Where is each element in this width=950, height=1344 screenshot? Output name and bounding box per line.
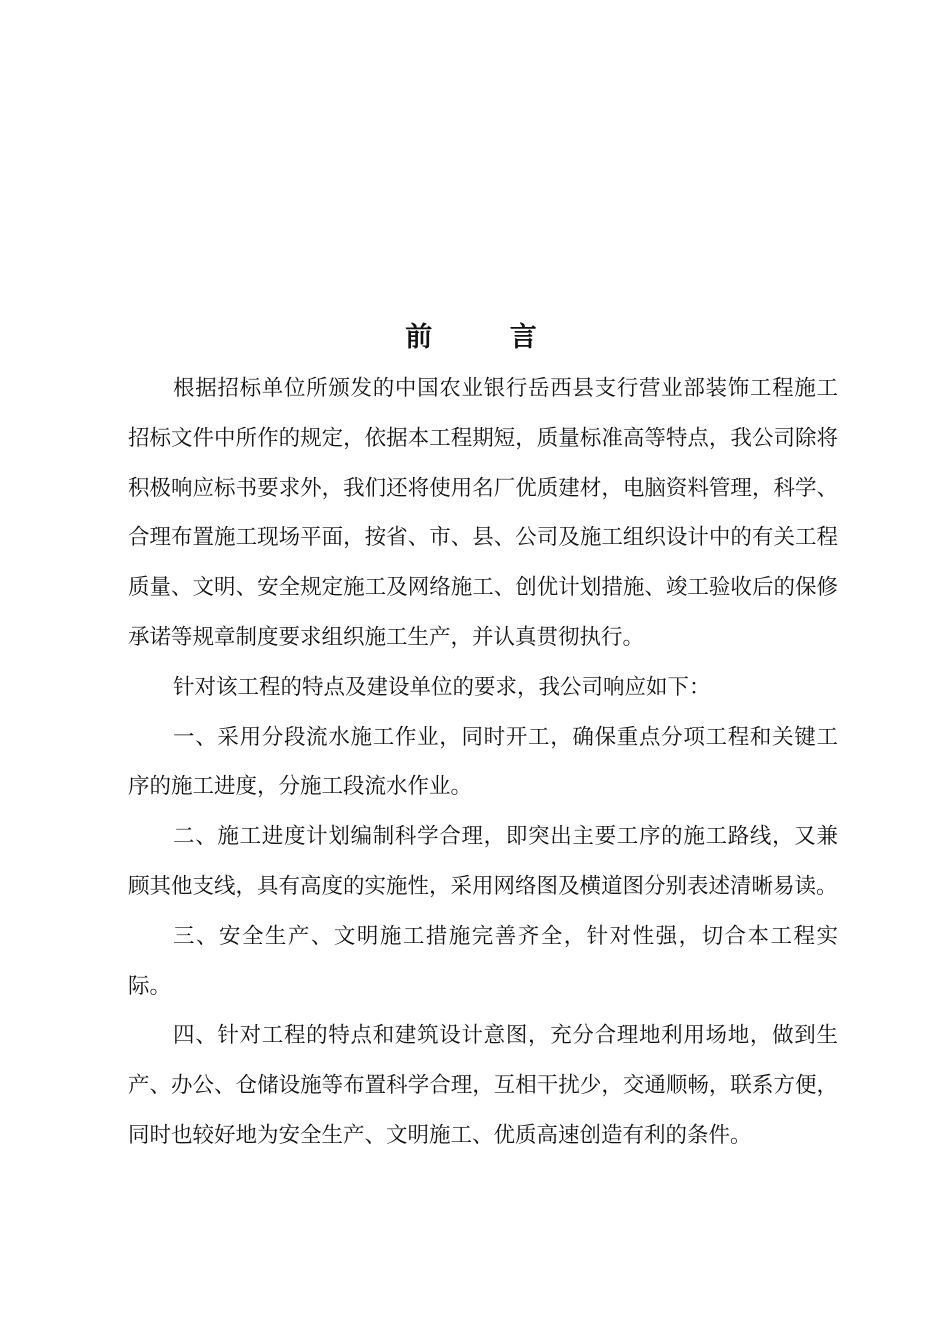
paragraph-response-lead: 针对该工程的特点及建设单位的要求，我公司响应如下： (173, 674, 711, 700)
paragraph-item-4: 四、针对工程的特点和建筑设计意图，充分合理地利用场地，做到生产、办公、仓储设施等布置科学合理，互相干扰少，交通顺畅，联系方便，同时也较好地为安全生产、文明施工、优质高速创造有利的条件。 (128, 1023, 838, 1148)
document-title: 前 言 (405, 322, 545, 353)
paragraph-item-2: 二、施工进度计划编制科学合理，即突出主要工序的施工路线，又兼顾其他支线，具有高度的实施性，采用网络图及横道图分别表述清晰易读。 (128, 824, 838, 899)
paragraph-item-3: 三、安全生产、文明施工措施完善齐全，针对性强，切合本工程实际。 (128, 923, 838, 999)
paragraph-item-1: 一、采用分段流水施工作业，同时开工，确保重点分项工程和关键工序的施工进度，分施工段流水作业。 (128, 724, 838, 800)
paragraph-intro: 根据招标单位所颁发的中国农业银行岳西县支行营业部装饰工程施工招标文件中所作的规定，依据本工程期短，质量标准高等特点，我公司除将积极响应标书要求外，我们还将使用名厂优质建材，电脑资料管理，科学、合理布置施工现场平面，按省、市、县、公司及施工组织设计中的有关工程质量、文明、安全规定施工及网络施工、创优计划措施、竣工验收后的保修承诺等规章制度要求组织施工生产，并认真贯彻执行。 (128, 376, 838, 650)
document-body (128, 364, 838, 1161)
